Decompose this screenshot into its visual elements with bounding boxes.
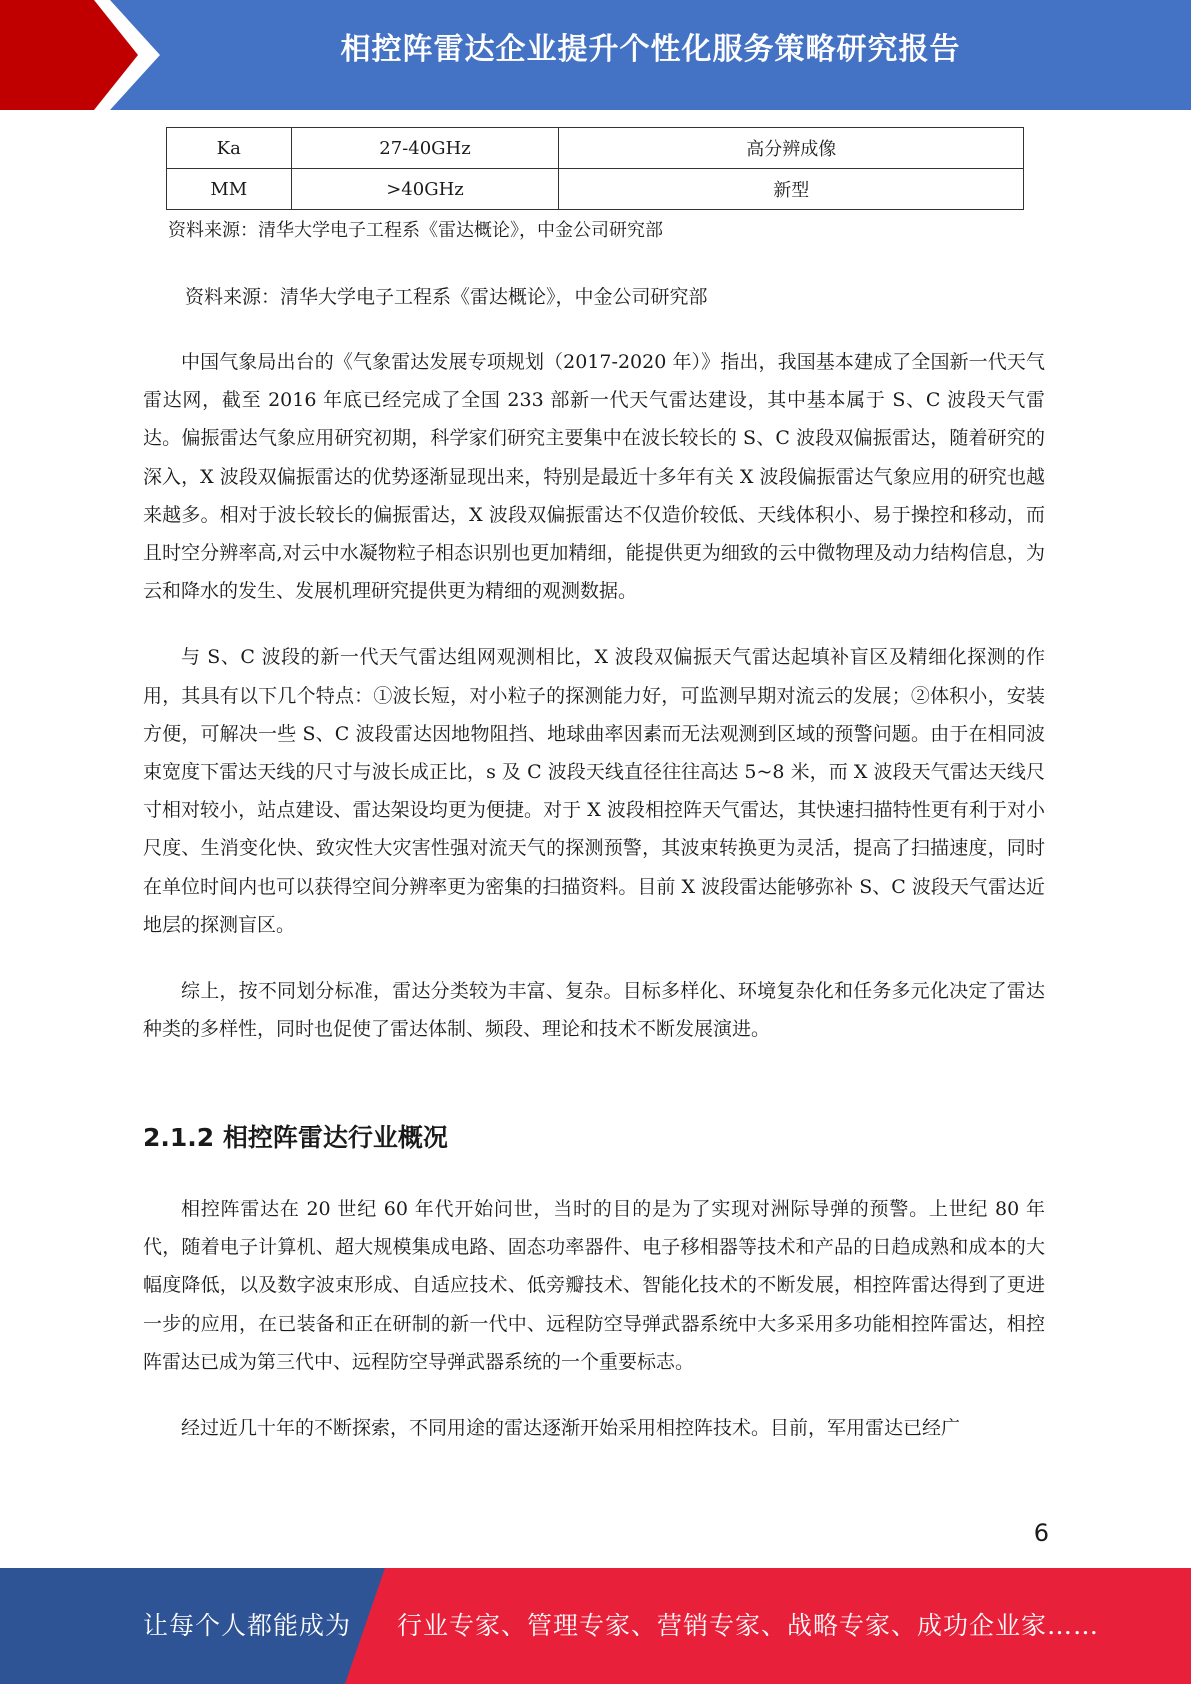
source-note-repeat: 资料来源：清华大学电子工程系《雷达概论》，中金公司研究部 [185, 286, 708, 308]
body-text-bottom [143, 1190, 1045, 1447]
footer-slogan-left: 让每个人都能成为 [143, 1611, 352, 1640]
table-cell-band: MM [167, 169, 292, 210]
section-heading: 2.1.2 相控阵雷达行业概况 [143, 1123, 448, 1152]
paragraph-phased-array-history: 相控阵雷达在 20 世纪 60 年代开始问世，当时的目的是为了实现对洲际导弹的预警。上世纪 80 年代，随着电子计算机、超大规模集成电路、固态功率器件、电子移相器等技术和产品的日趋成熟和成本的大幅度降低，以及数字波束形成、自适应技术、低旁瓣技术、智能化技术的不断发展，相控阵雷达得到了更进一步的应用，在已装备和正在研制的新一代中、远程防空导弹武器系统中大多采用多功能相控阵雷达，相控阵雷达已成为第三代中、远程防空导弹武器系统的一个重要标志。 [143, 1198, 1045, 1373]
table-cell-application: 新型 [559, 169, 1024, 210]
footer-slogan-right: 行业专家、管理专家、营销专家、战略专家、成功企业家…… [397, 1611, 1100, 1640]
table-source-note: 资料来源：清华大学电子工程系《雷达概论》，中金公司研究部 [168, 220, 663, 241]
paragraph-x-band-features: 与 S、C 波段的新一代天气雷达组网观测相比，X 波段双偏振天气雷达起填补盲区及精细化探测的作用，其具有以下几个特点：①波长短，对小粒子的探测能力好，可监测早期对流云的发展；②体积小，安装方便，可解决一些 S、C 波段雷达因地物阻挡、地球曲率因素而无法观测到区域的预警问题。由于在相同波束宽度下雷达天线的尺寸与波长成正比，s 及 C 波段天线直径往往高达 5~8 米，而 X 波段天气雷达天线尺寸相对较小，站点建设、雷达架设均更为便捷。对于 X 波段相控阵天气雷达，其快速扫描特性更有利于对小尺度、生消变化快、致灾性大灾害性强对流天气的探测预警，其波束转换更为灵活，提高了扫描速度，同时在单位时间内也可以获得空间分辨率更为密集的扫描资料。目前 X 波段雷达能够弥补 S、C 波段天气雷达近地层的探测盲区。 [143, 646, 1045, 936]
paragraph-weather-radar-plan: 中国气象局出台的《气象雷达发展专项规划（2017-2020 年）》指出，我国基本建成了全国新一代天气雷达网，截至 2016 年底已经完成了全国 233 部新一代天气雷达建设，其中基本属于 S、C 波段天气雷达。偏振雷达气象应用研究初期，科学家们研究主要集中在波长较长的 S、C 波段双偏振雷达，随着研究的深入，X 波段双偏振雷达的优势逐渐显现出来，特别是最近十多年有关 X 波段偏振雷达气象应用的研究也越来越多。相对于波长较长的偏振雷达，X 波段双偏振雷达不仅造价较低、天线体积小、易于操控和移动，而且时空分辨率高,对云中水凝物粒子相态识别也更加精细，能提供更为细致的云中微物理及动力结构信息，为云和降水的发生、发展机理研究提供更为精细的观测数据。 [143, 351, 1045, 603]
body-text-top [143, 343, 1045, 1048]
header-banner [0, 0, 1191, 110]
table-cell-frequency: 27-40GHz [291, 128, 559, 169]
footer-banner [0, 1568, 1191, 1684]
paragraph-summary: 综上，按不同划分标准，雷达分类较为丰富、复杂。目标多样化、环境复杂化和任务多元化决定了雷达种类的多样性，同时也促使了雷达体制、频段、理论和技术不断发展演进。 [143, 980, 1045, 1041]
table-row [167, 169, 1024, 210]
table-row [167, 128, 1024, 169]
header-arrow-decoration [0, 0, 160, 110]
table-cell-frequency: >40GHz [291, 169, 559, 210]
table-cell-application: 高分辨成像 [559, 128, 1024, 169]
frequency-band-table [166, 127, 1024, 210]
page-number: 6 [1033, 1519, 1049, 1547]
paragraph-phased-array-adoption: 经过近几十年的不断探索，不同用途的雷达逐渐开始采用相控阵技术。目前，军用雷达已经广 [181, 1417, 961, 1440]
report-title: 相控阵雷达企业提升个性化服务策略研究报告 [340, 32, 961, 67]
table-cell-band: Ka [167, 128, 292, 169]
